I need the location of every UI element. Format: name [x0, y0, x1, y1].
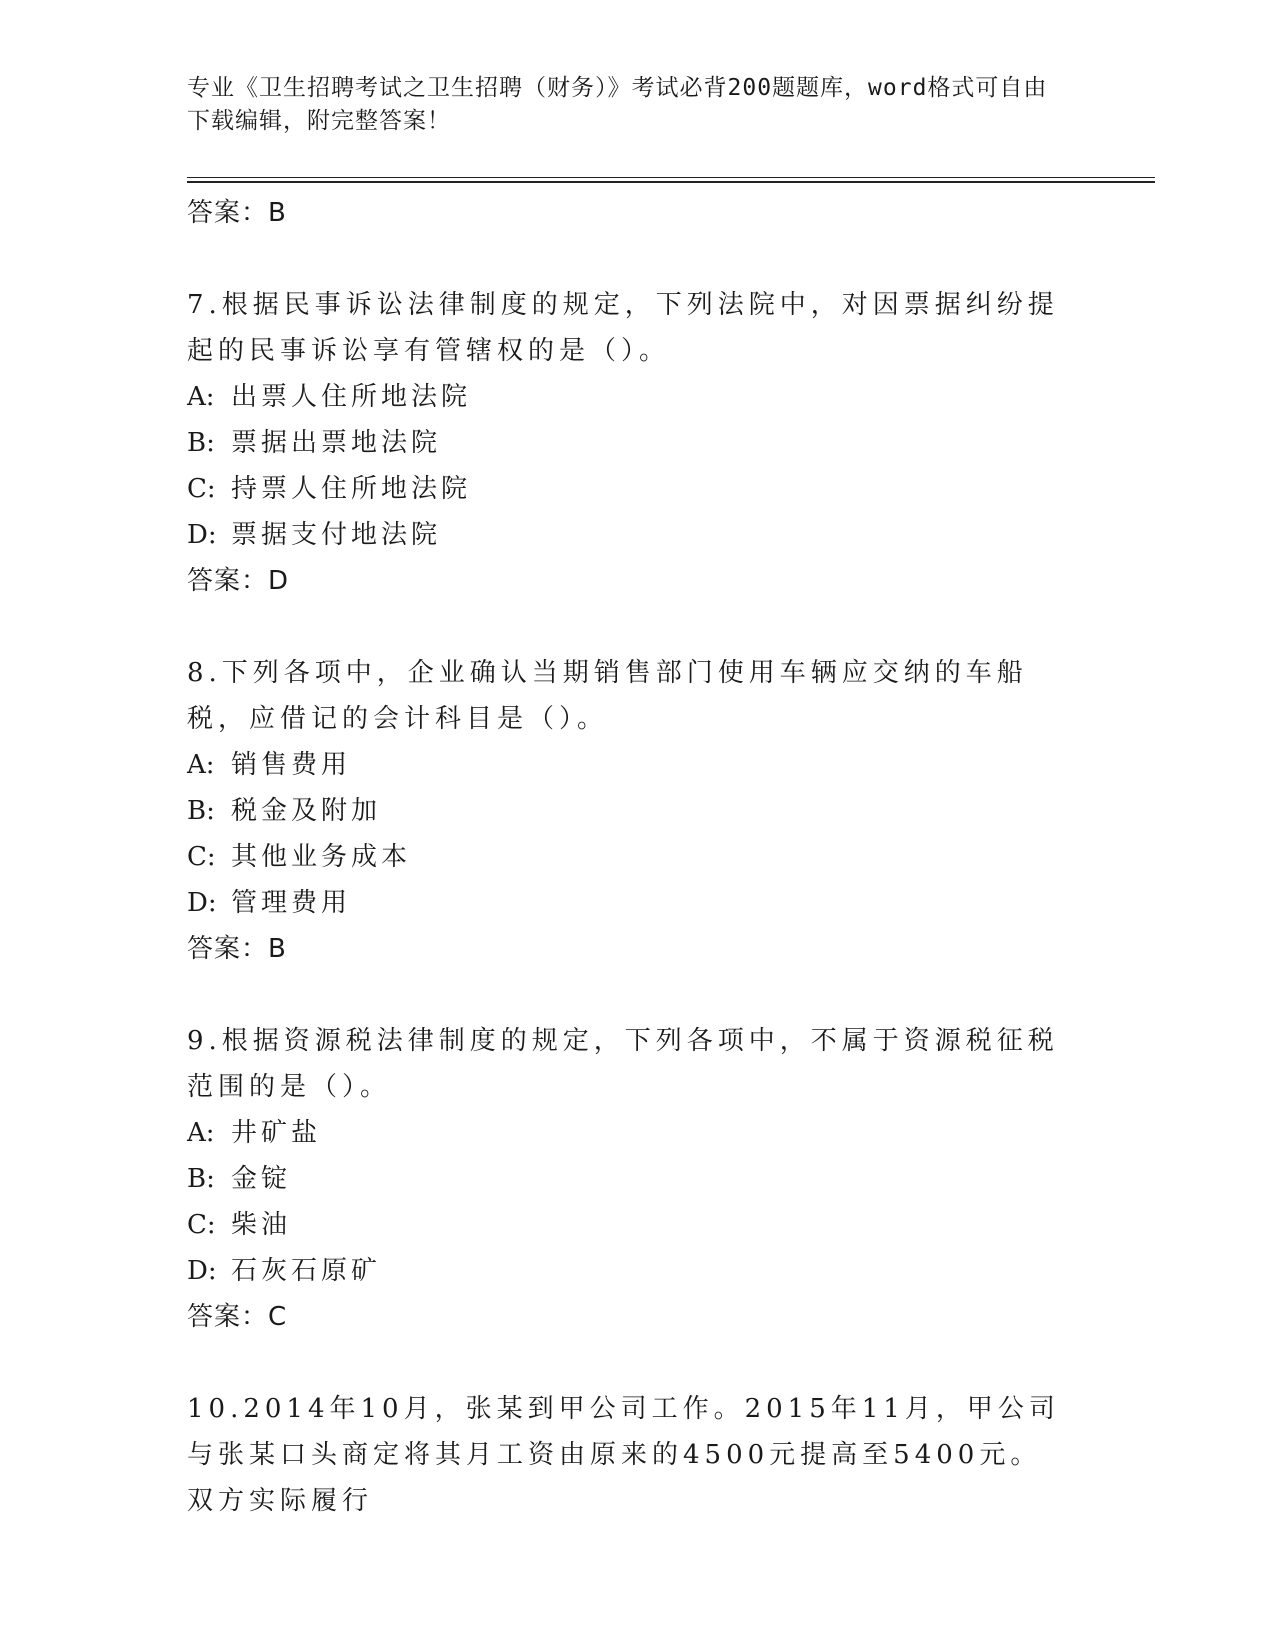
question-text: 8.下列各项中，企业确认当期销售部门使用车辆应交纳的车船税，应借记的会计科目是（）。 — [187, 658, 1028, 734]
option-a — [187, 742, 1067, 788]
option-text: 石灰石原矿 — [231, 1256, 382, 1286]
document-header — [187, 72, 1067, 138]
option-a — [187, 1110, 1067, 1156]
header-divider — [187, 177, 1155, 178]
option-d — [187, 880, 1067, 926]
option-label: B: — [187, 1164, 215, 1194]
answer-line: 答案：B — [187, 198, 287, 228]
header-divider-thick — [187, 181, 1155, 183]
option-text: 管理费用 — [231, 888, 352, 918]
option-label: D: — [187, 520, 217, 550]
option-d — [187, 512, 1067, 558]
option-c — [187, 834, 1067, 880]
document-body — [187, 190, 1067, 1524]
option-label: C: — [187, 474, 216, 504]
option-b — [187, 420, 1067, 466]
question-10 — [187, 1386, 1067, 1524]
option-label: C: — [187, 1210, 216, 1240]
option-text: 柴油 — [231, 1210, 292, 1240]
answer-line: 答案：B — [187, 934, 287, 964]
option-label: D: — [187, 1256, 217, 1286]
option-text: 其他业务成本 — [231, 842, 412, 872]
option-a — [187, 374, 1067, 420]
option-c — [187, 1202, 1067, 1248]
question-text: 7.根据民事诉讼法律制度的规定，下列法院中，对因票据纠纷提起的民事诉讼享有管辖权的是（）。 — [187, 290, 1059, 366]
question-text: 10.2014年10月，张某到甲公司工作。2015年11月，甲公司与张某口头商定将其月工资由原来的4500元提高至5400元。双方实际履行 — [187, 1394, 1060, 1516]
question-9 — [187, 1018, 1067, 1340]
option-text: 税金及附加 — [231, 796, 382, 826]
option-text: 金锭 — [231, 1164, 292, 1194]
option-label: D: — [187, 888, 217, 918]
option-label: B: — [187, 428, 215, 458]
option-label: C: — [187, 842, 216, 872]
option-text: 票据出票地法院 — [231, 428, 442, 458]
answer-line: 答案：C — [187, 1302, 288, 1332]
option-text: 井矿盐 — [231, 1118, 322, 1148]
question-7 — [187, 282, 1067, 604]
option-text: 出票人住所地法院 — [231, 382, 472, 412]
question-text: 9.根据资源税法律制度的规定，下列各项中，不属于资源税征税范围的是（）。 — [187, 1026, 1059, 1102]
option-label: B: — [187, 796, 215, 826]
option-c — [187, 466, 1067, 512]
option-label: A: — [187, 750, 215, 780]
header-title: 专业《卫生招聘考试之卫生招聘（财务）》考试必背200题题库，word格式可自由下载编辑，附完整答案！ — [187, 75, 1048, 134]
answer-line: 答案：D — [187, 566, 290, 596]
option-b — [187, 788, 1067, 834]
option-d — [187, 1248, 1067, 1294]
option-b — [187, 1156, 1067, 1202]
question-8 — [187, 650, 1067, 972]
option-text: 持票人住所地法院 — [231, 474, 472, 504]
option-text: 销售费用 — [231, 750, 352, 780]
option-text: 票据支付地法院 — [231, 520, 442, 550]
option-label: A: — [187, 1118, 215, 1148]
option-label: A: — [187, 382, 215, 412]
